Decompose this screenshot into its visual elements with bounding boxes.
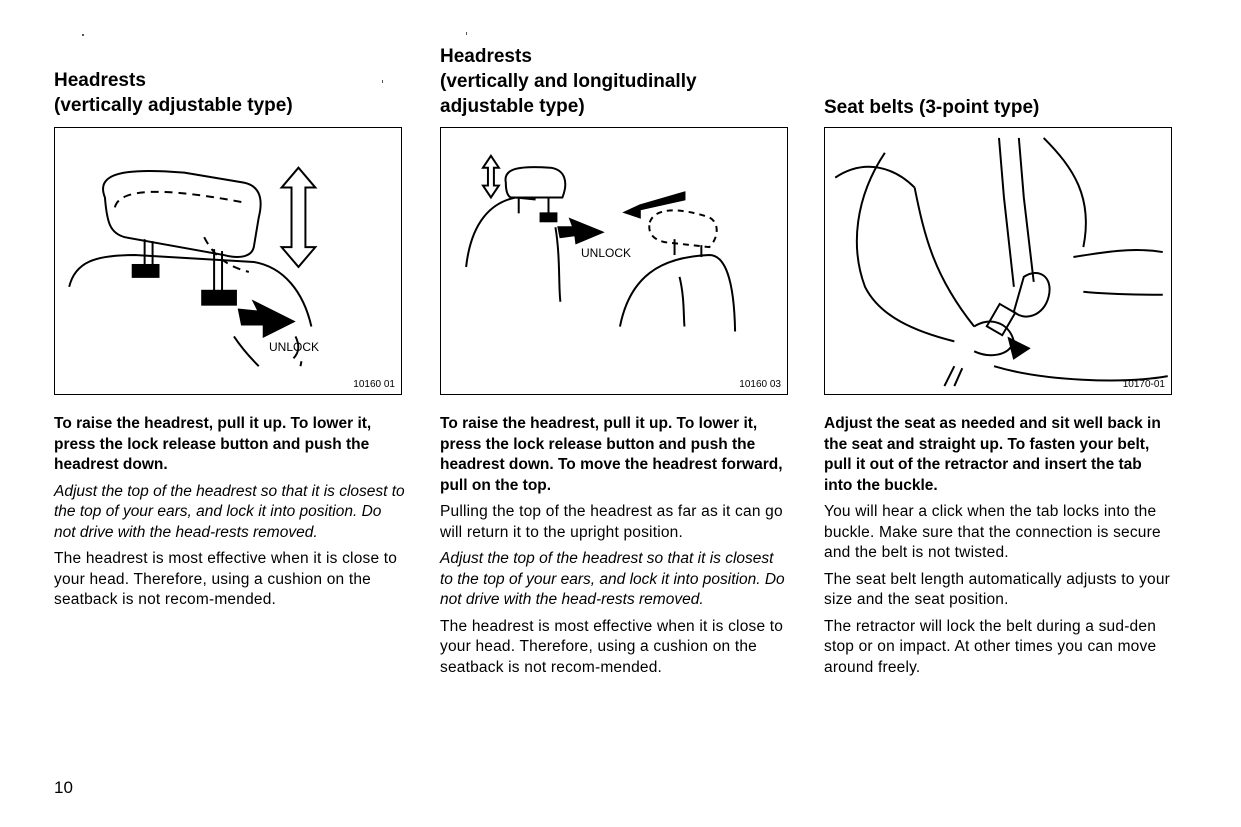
instruction-plain: The retractor will lock the belt during a sud-den stop or on impact. At other times you can move around freely. — [824, 617, 1157, 676]
instruction-plain: The seat belt length automatically adjusts to your size and the seat position. — [824, 570, 1171, 608]
unlock-label: UNLOCK — [581, 246, 632, 260]
instruction-plain: The headrest is most effective when it is close to your head. Therefore, using a cushion on the seatback is not recom-mended. — [440, 617, 784, 676]
figure-code: 10160 01 — [353, 379, 395, 390]
print-speck — [466, 32, 467, 35]
heading-line: Headrests — [54, 70, 146, 91]
seatbelt-illustration — [824, 127, 1172, 395]
unlock-label: UNLOCK — [269, 340, 320, 354]
page-number: 10 — [54, 778, 73, 797]
instruction-plain: You will hear a click when the tab locks into the buckle. Make sure that the connection is secure and the belt is not twisted. — [824, 503, 1161, 561]
heading-line: (vertically adjustable type) — [54, 95, 293, 116]
print-speck — [382, 80, 383, 83]
instruction-italic: Adjust the top of the headrest so that it is closest to the top of your ears, and lock it into position. Do not drive with the head-rests removed. — [54, 482, 405, 541]
section-heading — [440, 44, 697, 119]
headrest-illustration — [54, 127, 402, 395]
body-text — [440, 414, 790, 684]
figure-code: 10160 03 — [739, 379, 781, 390]
instruction-plain: The headrest is most effective when it is close to your head. Therefore, using a cushion on the seatback is not recom-mended. — [54, 550, 398, 608]
instruction-italic: Adjust the top of the headrest so that it is closest to the top of your ears, and lock it into position. Do not drive with the head-rests removed. — [440, 550, 785, 608]
figure-code: 10170-01 — [1122, 379, 1165, 390]
heading-line: (vertically and longitudinally — [440, 71, 697, 92]
section-heading: Seat belts (3-point type) — [824, 97, 1040, 118]
instruction-bold: To raise the headrest, pull it up. To lower it, press the lock release button and push the headrest down. — [54, 415, 372, 473]
instruction-bold: To raise the headrest, pull it up. To lower it, press the lock release button and push the headrest down. To move the headrest forward, pull on the top. — [440, 415, 783, 494]
headrest-drawing — [441, 128, 787, 394]
section-heading — [54, 68, 293, 118]
instruction-plain: Pulling the top of the headrest as far as it can go will return it to the upright position. — [440, 503, 783, 541]
body-text — [54, 414, 406, 617]
headrest-drawing — [55, 128, 401, 394]
heading-line: adjustable type) — [440, 96, 585, 117]
headrest-illustration — [440, 127, 788, 395]
seatbelt-drawing — [825, 128, 1171, 394]
heading-line: Headrests — [440, 46, 532, 67]
body-text — [824, 414, 1174, 684]
print-speck — [82, 34, 84, 36]
instruction-bold: Adjust the seat as needed and sit well back in the seat and straight up. To fasten your belt, pull it out of the retractor and insert the tab into the buckle. — [824, 415, 1161, 494]
